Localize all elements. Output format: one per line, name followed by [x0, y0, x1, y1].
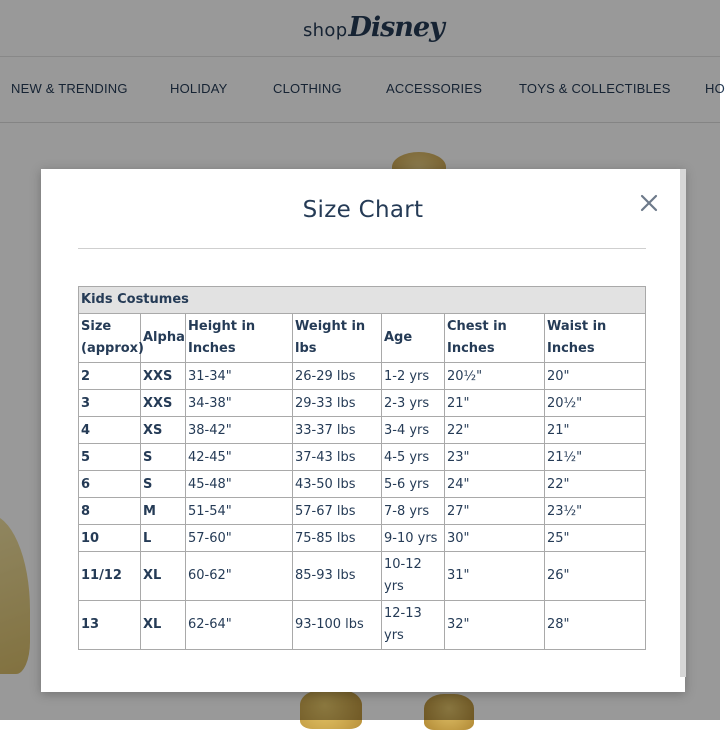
nav-item-clothing[interactable]: CLOTHING [273, 81, 342, 96]
table-cell: 5-6 yrs [382, 471, 445, 498]
table-cell: 51-54" [186, 498, 293, 525]
table-cell: 57-60" [186, 525, 293, 552]
table-cell: 3 [79, 390, 141, 417]
table-cell: 4-5 yrs [382, 444, 445, 471]
table-cell: S [141, 444, 186, 471]
table-cell: 28" [545, 601, 646, 650]
table-cell: 13 [79, 601, 141, 650]
table-cell: 11/12 [79, 552, 141, 601]
table-row [79, 498, 646, 525]
table-cell: S [141, 471, 186, 498]
table-cell: XL [141, 552, 186, 601]
table-cell: 2 [79, 363, 141, 390]
table-header-cell: Height in Inches [186, 314, 293, 363]
table-row [79, 390, 646, 417]
table-cell: XXS [141, 390, 186, 417]
table-cell: 20½" [545, 390, 646, 417]
table-cell: 23½" [545, 498, 646, 525]
table-row [79, 552, 646, 601]
table-cell: 24" [445, 471, 545, 498]
logo-disney-text: Disney [348, 12, 444, 43]
table-cell: 20" [545, 363, 646, 390]
table-cell: 8 [79, 498, 141, 525]
table-row [79, 444, 646, 471]
nav-item-more[interactable]: HO [705, 81, 725, 96]
table-cell: 10-12 yrs [382, 552, 445, 601]
table-cell: 42-45" [186, 444, 293, 471]
table-row [79, 601, 646, 650]
table-cell: 23" [445, 444, 545, 471]
table-cell: XL [141, 601, 186, 650]
table-cell: 34-38" [186, 390, 293, 417]
table-row [79, 363, 646, 390]
table-row [79, 471, 646, 498]
table-header-row [79, 314, 646, 363]
table-cell: 26" [545, 552, 646, 601]
close-icon [639, 193, 659, 213]
modal-scrollbar[interactable] [680, 169, 686, 677]
table-cell: XS [141, 417, 186, 444]
table-header-cell: Chest in Inches [445, 314, 545, 363]
table-cell: 12-13 yrs [382, 601, 445, 650]
table-header-cell: Alpha [141, 314, 186, 363]
table-cell: 2-3 yrs [382, 390, 445, 417]
logo-shop-text: shop [303, 20, 348, 41]
nav-item-new-trending[interactable]: NEW & TRENDING [11, 81, 128, 96]
nav-item-accessories[interactable]: ACCESSORIES [386, 81, 483, 96]
table-cell: 4 [79, 417, 141, 444]
table-cell: 3-4 yrs [382, 417, 445, 444]
size-chart-modal [41, 169, 685, 692]
table-cell: 21½" [545, 444, 646, 471]
table-cell: 10 [79, 525, 141, 552]
table-cell: 22" [445, 417, 545, 444]
table-cell: 45-48" [186, 471, 293, 498]
nav-item-holiday[interactable]: HOLIDAY [170, 81, 228, 96]
size-chart-table-wrapper [78, 286, 646, 650]
table-cell: 43-50 lbs [293, 471, 382, 498]
modal-title: Size Chart [302, 197, 424, 223]
table-cell: 57-67 lbs [293, 498, 382, 525]
table-cell: 60-62" [186, 552, 293, 601]
table-cell: 33-37 lbs [293, 417, 382, 444]
table-body [79, 363, 646, 650]
table-cell: 6 [79, 471, 141, 498]
modal-divider [78, 248, 646, 249]
table-cell: 38-42" [186, 417, 293, 444]
table-cell: 29-33 lbs [293, 390, 382, 417]
table-header-cell: Weight in lbs [293, 314, 382, 363]
table-cell: 25" [545, 525, 646, 552]
table-cell: 21" [445, 390, 545, 417]
table-cell: 1-2 yrs [382, 363, 445, 390]
table-cell: 7-8 yrs [382, 498, 445, 525]
table-cell: L [141, 525, 186, 552]
table-caption-row [79, 287, 646, 314]
table-header-cell: Age [382, 314, 445, 363]
table-cell: 62-64" [186, 601, 293, 650]
table-cell: 21" [545, 417, 646, 444]
table-cell: 20½" [445, 363, 545, 390]
table-cell: 85-93 lbs [293, 552, 382, 601]
table-cell: 30" [445, 525, 545, 552]
table-cell: 75-85 lbs [293, 525, 382, 552]
table-cell: 93-100 lbs [293, 601, 382, 650]
table-row [79, 417, 646, 444]
table-cell: 31-34" [186, 363, 293, 390]
table-header-cell: Size (approx) [79, 314, 141, 363]
table-cell: 37-43 lbs [293, 444, 382, 471]
table-header-cell: Waist in Inches [545, 314, 646, 363]
table-cell: 26-29 lbs [293, 363, 382, 390]
table-cell: 27" [445, 498, 545, 525]
table-cell: 32" [445, 601, 545, 650]
close-button[interactable] [635, 189, 663, 217]
table-cell: XXS [141, 363, 186, 390]
table-cell: 5 [79, 444, 141, 471]
table-cell: 31" [445, 552, 545, 601]
size-chart-table [78, 286, 646, 650]
table-caption: Kids Costumes [79, 287, 646, 314]
table-cell: 9-10 yrs [382, 525, 445, 552]
table-cell: 22" [545, 471, 646, 498]
table-row [79, 525, 646, 552]
table-cell: M [141, 498, 186, 525]
nav-item-toys-collectibles[interactable]: TOYS & COLLECTIBLES [519, 81, 671, 96]
